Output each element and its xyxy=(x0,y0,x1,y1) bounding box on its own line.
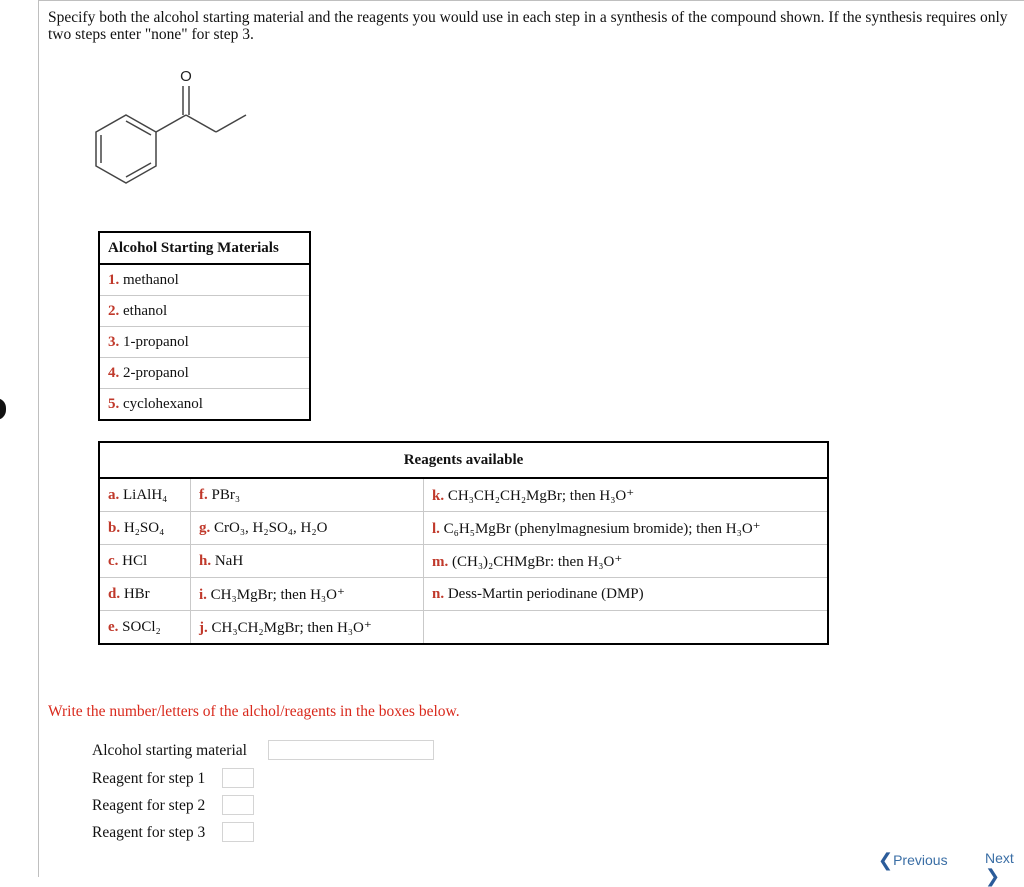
alcohol-answer-input[interactable] xyxy=(268,740,434,760)
chevron-left-icon: ❮ xyxy=(878,850,894,870)
alcohol-table xyxy=(98,231,311,421)
table-row: c. HCl h. NaH m. (CH₃)₂CHMgBr: then H₃O⁺ xyxy=(99,545,828,578)
table-row: a. LiAlH₄ f. PBr₃ k. CH₃CH₂CH₂MgBr; then H₃O⁺ xyxy=(99,478,828,512)
previous-label: Previous xyxy=(893,852,948,868)
chevron-right-icon: ❯ xyxy=(985,866,1001,886)
step3-answer-row xyxy=(92,824,205,842)
reagents-table xyxy=(98,441,829,645)
table-row: d. HBr i. CH₃MgBr; then H₃O⁺ n. Dess-Martin periodinane (DMP) xyxy=(99,578,828,611)
table-row: 1. methanol xyxy=(99,264,310,296)
empty-cell xyxy=(424,611,829,645)
table-row: e. SOCl₂ j. CH₃CH₂MgBr; then H₃O⁺ xyxy=(99,611,828,645)
alcohol-answer-label: Alcohol starting material xyxy=(92,742,247,759)
next-label: Next xyxy=(985,850,1014,866)
reagents-table-header: Reagents available xyxy=(99,442,828,478)
table-row: 3. 1-propanol xyxy=(99,327,310,358)
step2-answer-row xyxy=(92,797,205,815)
step1-answer-row xyxy=(92,770,205,788)
table-row: 5. cyclohexanol xyxy=(99,389,310,421)
step3-answer-input[interactable] xyxy=(222,822,254,842)
next-button[interactable] xyxy=(985,850,1024,887)
alcohol-answer-row xyxy=(92,742,247,760)
table-row: b. H₂SO₄ g. CrO₃, H₂SO₄, H₂O l. C₆H₅MgBr (phenylmagnesium bromide); then H₃O⁺ xyxy=(99,512,828,545)
previous-button[interactable] xyxy=(878,850,948,871)
question-text: Specify both the alcohol starting material and the reagents you would use in each step in a synthesis of the compound shown. If the synthesis requires only two steps enter "none" for step 3. xyxy=(48,9,1008,43)
step1-answer-label: Reagent for step 1 xyxy=(92,770,206,787)
table-row: 2. ethanol xyxy=(99,296,310,327)
table-row: 4. 2-propanol xyxy=(99,358,310,389)
alcohol-table-header: Alcohol Starting Materials xyxy=(99,232,310,264)
molecule-structure xyxy=(90,66,270,196)
oxygen-label: O xyxy=(180,68,192,85)
side-handle[interactable] xyxy=(0,398,6,420)
step1-answer-input[interactable] xyxy=(222,768,254,788)
step2-answer-label: Reagent for step 2 xyxy=(92,797,206,814)
instruction-text: Write the number/letters of the alchol/reagents in the boxes below. xyxy=(48,703,460,720)
step2-answer-input[interactable] xyxy=(222,795,254,815)
step3-answer-label: Reagent for step 3 xyxy=(92,824,206,841)
